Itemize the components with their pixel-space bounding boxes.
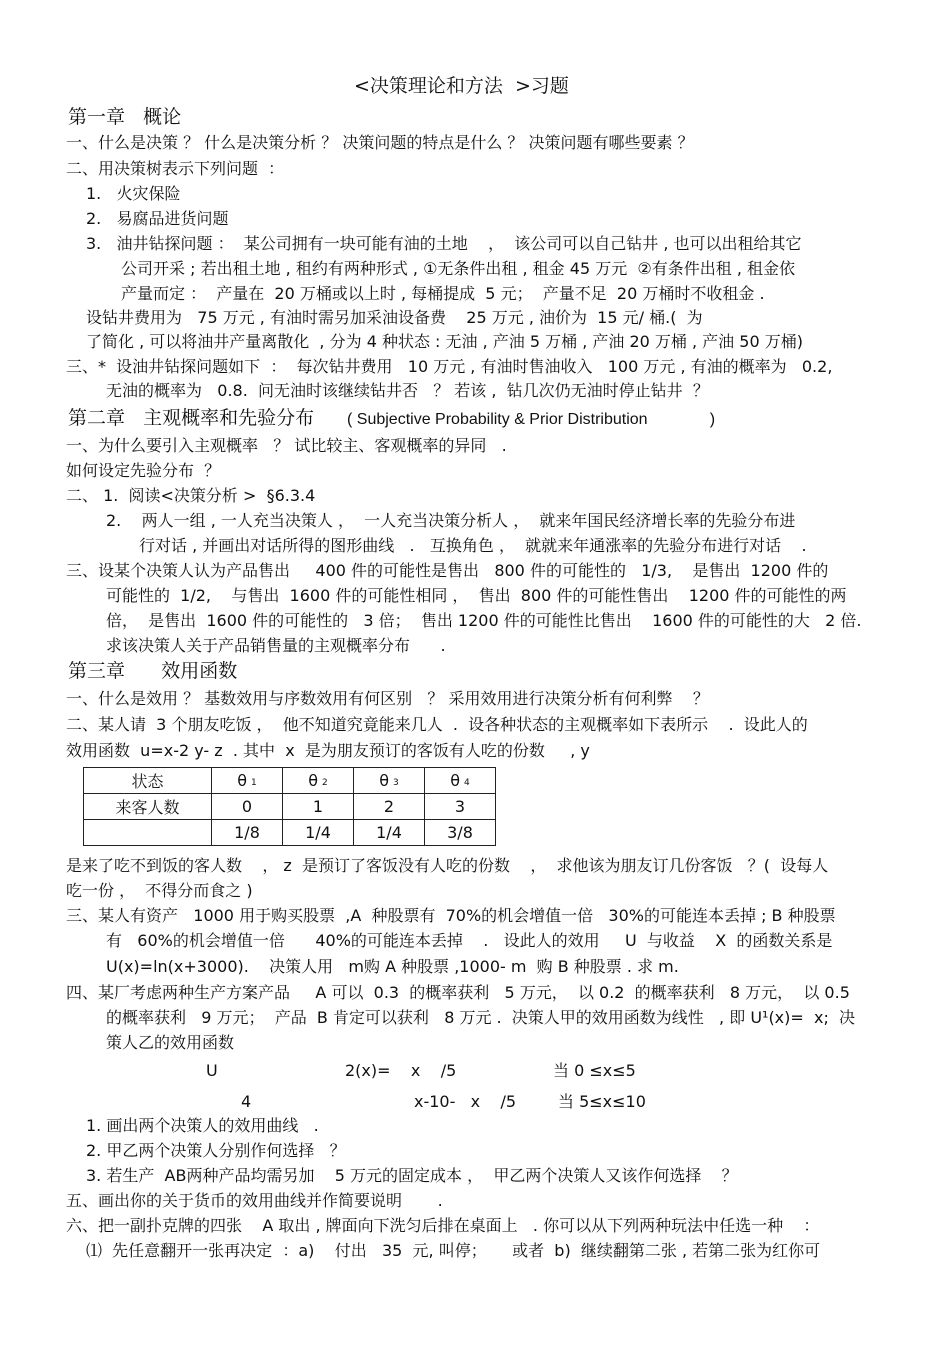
state-probability-table	[83, 767, 496, 846]
table-header-cell	[354, 768, 425, 794]
ch2-question-3-line-2: 可能性的 1/2, 与售出 1600 件的可能性相同 ， 售出 800 件的可能性售出 1200 件的可能性的两	[106, 586, 847, 605]
ch3-q4-subquestion-2: 2. 甲乙两个决策人分别作何选择 ？	[86, 1141, 346, 1160]
ch1-question-2: 二、用决策树表示下列问题 ：	[66, 159, 285, 178]
table-cell: 1	[283, 794, 354, 820]
utility-formula-row2-condition: 当 5≤x≤10	[558, 1092, 646, 1111]
ch3-question-6-line-2: ⑴ 先任意翻开一张再决定 ：a) 付出 35 元, 叫停； 或者 b) 继续翻第二张 , 若第二张为红你可	[86, 1241, 821, 1260]
ch2-question-2-line-1: 二、 1. 阅读<决策分析 > §6.3.4	[66, 486, 316, 505]
table-cell: 1/4	[283, 820, 354, 846]
theta-symbol: θ	[308, 771, 319, 790]
ch1-question-3-line-2: 无油的概率为 0.8. 问无油时该继续钻井否 ？ 若该 , 钻几次仍无油时停止钻井 ？	[106, 381, 709, 400]
table-cell	[84, 820, 212, 846]
document-title: <决策理论和方法 >习题	[354, 75, 569, 97]
utility-formula-row2-expr: x-10- x /5	[414, 1092, 517, 1111]
table-header-cell	[283, 768, 354, 794]
ch2-question-2-line-2: 2. 两人一组 , 一人充当决策人 ， 一人充当决策分析人 ， 就来年国民经济增长率的先验分布进	[106, 511, 796, 530]
theta-symbol: θ	[237, 771, 248, 790]
ch1-q2-item-3-line-5: 了简化 , 可以将油井产量离散化 , 分为 4 种状态 : 无油 , 产油 5 万桶 , 产油 20 万桶 , 产油 50 万桶)	[86, 332, 803, 351]
ch3-question-4-line-2: 的概率获利 9 万元； 产品 B 肯定可以获利 8 万元 . 决策人甲的效用函数为线性 , 即 U¹(x)= x; 决	[106, 1008, 856, 1027]
table-cell: 2	[354, 794, 425, 820]
table-header-cell	[425, 768, 496, 794]
theta-subscript: 3	[393, 778, 399, 788]
table-cell: 1/8	[212, 820, 283, 846]
ch1-q2-item-3-line-1: 3. 油井钻探问题 ： 某公司拥有一块可能有油的土地 ， 该公司可以自己钻井 , 也可以出租给其它	[86, 234, 802, 253]
table-header-cell	[212, 768, 283, 794]
ch3-question-4-line-1: 四、某厂考虑两种生产方案产品 A 可以 0.3 的概率获利 5 万元， 以 0.2 的概率获利 8 万元， 以 0.5	[66, 983, 850, 1002]
ch2-question-1-line-2: 如何设定先验分布 ？	[66, 461, 221, 480]
table-row	[84, 794, 496, 820]
theta-symbol: θ	[450, 771, 461, 790]
table-cell: 3/8	[425, 820, 496, 846]
ch1-q2-item-3-line-3: 产量而定 ： 产量在 20 万桶或以上时 , 每桶提成 5 元； 产量不足 20 万桶时不收租金 .	[121, 284, 765, 303]
utility-formula-row1-u: U	[206, 1061, 218, 1080]
ch3-question-2-line-2: 效用函数 u=x-2 y- z . 其中 x 是为朋友预订的客饭有人吃的份数 , y	[66, 741, 590, 760]
chapter-2-heading-english: ( Subjective Probability & Prior Distribution )	[347, 411, 716, 428]
table-cell: 来客人数	[84, 794, 212, 820]
ch3-question-6-line-1: 六、把一副扑克牌的四张 A 取出 , 牌面向下洗匀后排在桌面上 . 你可以从下列两种玩法中任选一种 ：	[66, 1216, 820, 1235]
table-cell: 3	[425, 794, 496, 820]
theta-symbol: θ	[379, 771, 390, 790]
table-row	[84, 820, 496, 846]
ch3-question-4-line-3: 策人乙的效用函数	[106, 1033, 235, 1052]
ch1-q2-item-3-line-4: 设钻井费用为 75 万元 , 有油时需另加采油设备费 25 万元 , 油价为 15 元/ 桶.( 为	[86, 308, 703, 327]
ch3-question-2-line-3: 是来了吃不到饭的客人数 ， z 是预订了客饭没有人吃的份数 ， 求他该为朋友订几份客饭 ？( 设每人	[66, 856, 829, 875]
ch1-q2-item-1: 1. 火灾保险	[86, 184, 181, 203]
ch3-question-3-line-3: U(x)=ln(x+3000). 决策人用 m购 A 种股票 ,1000- m 购 B 种股票 . 求 m.	[106, 957, 679, 976]
ch2-question-3-line-3: 倍， 是售出 1600 件的可能性的 3 倍； 售出 1200 件的可能性比售出 1600 件的可能性的大 2 倍.	[106, 611, 862, 630]
chapter-3-heading: 第三章 效用函数	[68, 660, 238, 682]
utility-formula-row2-label: 4	[241, 1092, 252, 1111]
ch3-question-3-line-2: 有 60%的机会增值一倍 40%的可能连本丢掉 . 设此人的效用 U 与收益 X 的函数关系是	[106, 931, 833, 950]
ch3-question-2-line-1: 二、某人请 3 个朋友吃饭 ， 他不知道究竟能来几人 . 设各种状态的主观概率如下表所示 . 设此人的	[66, 715, 808, 734]
ch2-question-3-line-4: 求该决策人关于产品销售量的主观概率分布 .	[106, 636, 446, 655]
theta-subscript: 1	[251, 778, 257, 788]
chapter-1-heading: 第一章 概论	[68, 106, 182, 128]
table-header-cell: 状态	[84, 768, 212, 794]
ch1-q2-item-3-line-2: 公司开采 ; 若出租土地 , 租约有两种形式 , ①无条件出租 , 租金 45 万元 ②有条件出租 , 租金依	[121, 259, 795, 278]
ch1-question-1: 一、什么是决策 ？ 什么是决策分析 ？ 决策问题的特点是什么 ？ 决策问题有哪些要素 ？	[66, 133, 694, 152]
theta-subscript: 2	[322, 778, 328, 788]
ch3-q4-subquestion-1: 1. 画出两个决策人的效用曲线 .	[86, 1116, 319, 1135]
table-cell: 1/4	[354, 820, 425, 846]
ch3-question-2-line-4: 吃一份 ， 不得分而食之 )	[66, 881, 253, 900]
ch3-question-5: 五、画出你的关于货币的效用曲线并作简要说明 .	[66, 1191, 443, 1210]
ch1-q2-item-2: 2. 易腐品进货问题	[86, 209, 229, 228]
table-row	[84, 768, 496, 794]
theta-subscript: 4	[464, 778, 470, 788]
utility-formula-row1-expr: 2(x)= x /5	[345, 1061, 457, 1080]
table-cell: 0	[212, 794, 283, 820]
ch2-question-3-line-1: 三、设某个决策人认为产品售出 400 件的可能性是售出 800 件的可能性的 1/3, 是售出 1200 件的	[66, 561, 829, 580]
utility-formula-row1-condition: 当 0 ≤x≤5	[553, 1061, 636, 1080]
ch3-q4-subquestion-3: 3. 若生产 AB两种产品均需另加 5 万元的固定成本 ， 甲乙两个决策人又该作何选择 ？	[86, 1166, 738, 1185]
ch3-question-3-line-1: 三、某人有资产 1000 用于购买股票 ,A 种股票有 70%的机会增值一倍 30%的可能连本丢掉 ; B 种股票	[66, 906, 836, 925]
chapter-2-heading: 第二章 主观概率和先验分布	[68, 407, 315, 429]
ch1-question-3-line-1: 三、* 设油井钻探问题如下 ： 每次钻井费用 10 万元 , 有油时售油收入 100 万元 , 有油的概率为 0.2,	[66, 357, 833, 376]
ch2-question-2-line-3: 行对话 , 并画出对话所得的图形曲线 . 互换角色 ， 就就来年通涨率的先验分布进行对话 .	[139, 536, 807, 555]
ch3-question-1: 一、什么是效用 ？ 基数效用与序数效用有何区别 ？ 采用效用进行决策分析有何利弊 ？	[66, 689, 709, 708]
ch2-question-1-line-1: 一、为什么要引入主观概率 ？ 试比较主、客观概率的异同 .	[66, 436, 507, 455]
